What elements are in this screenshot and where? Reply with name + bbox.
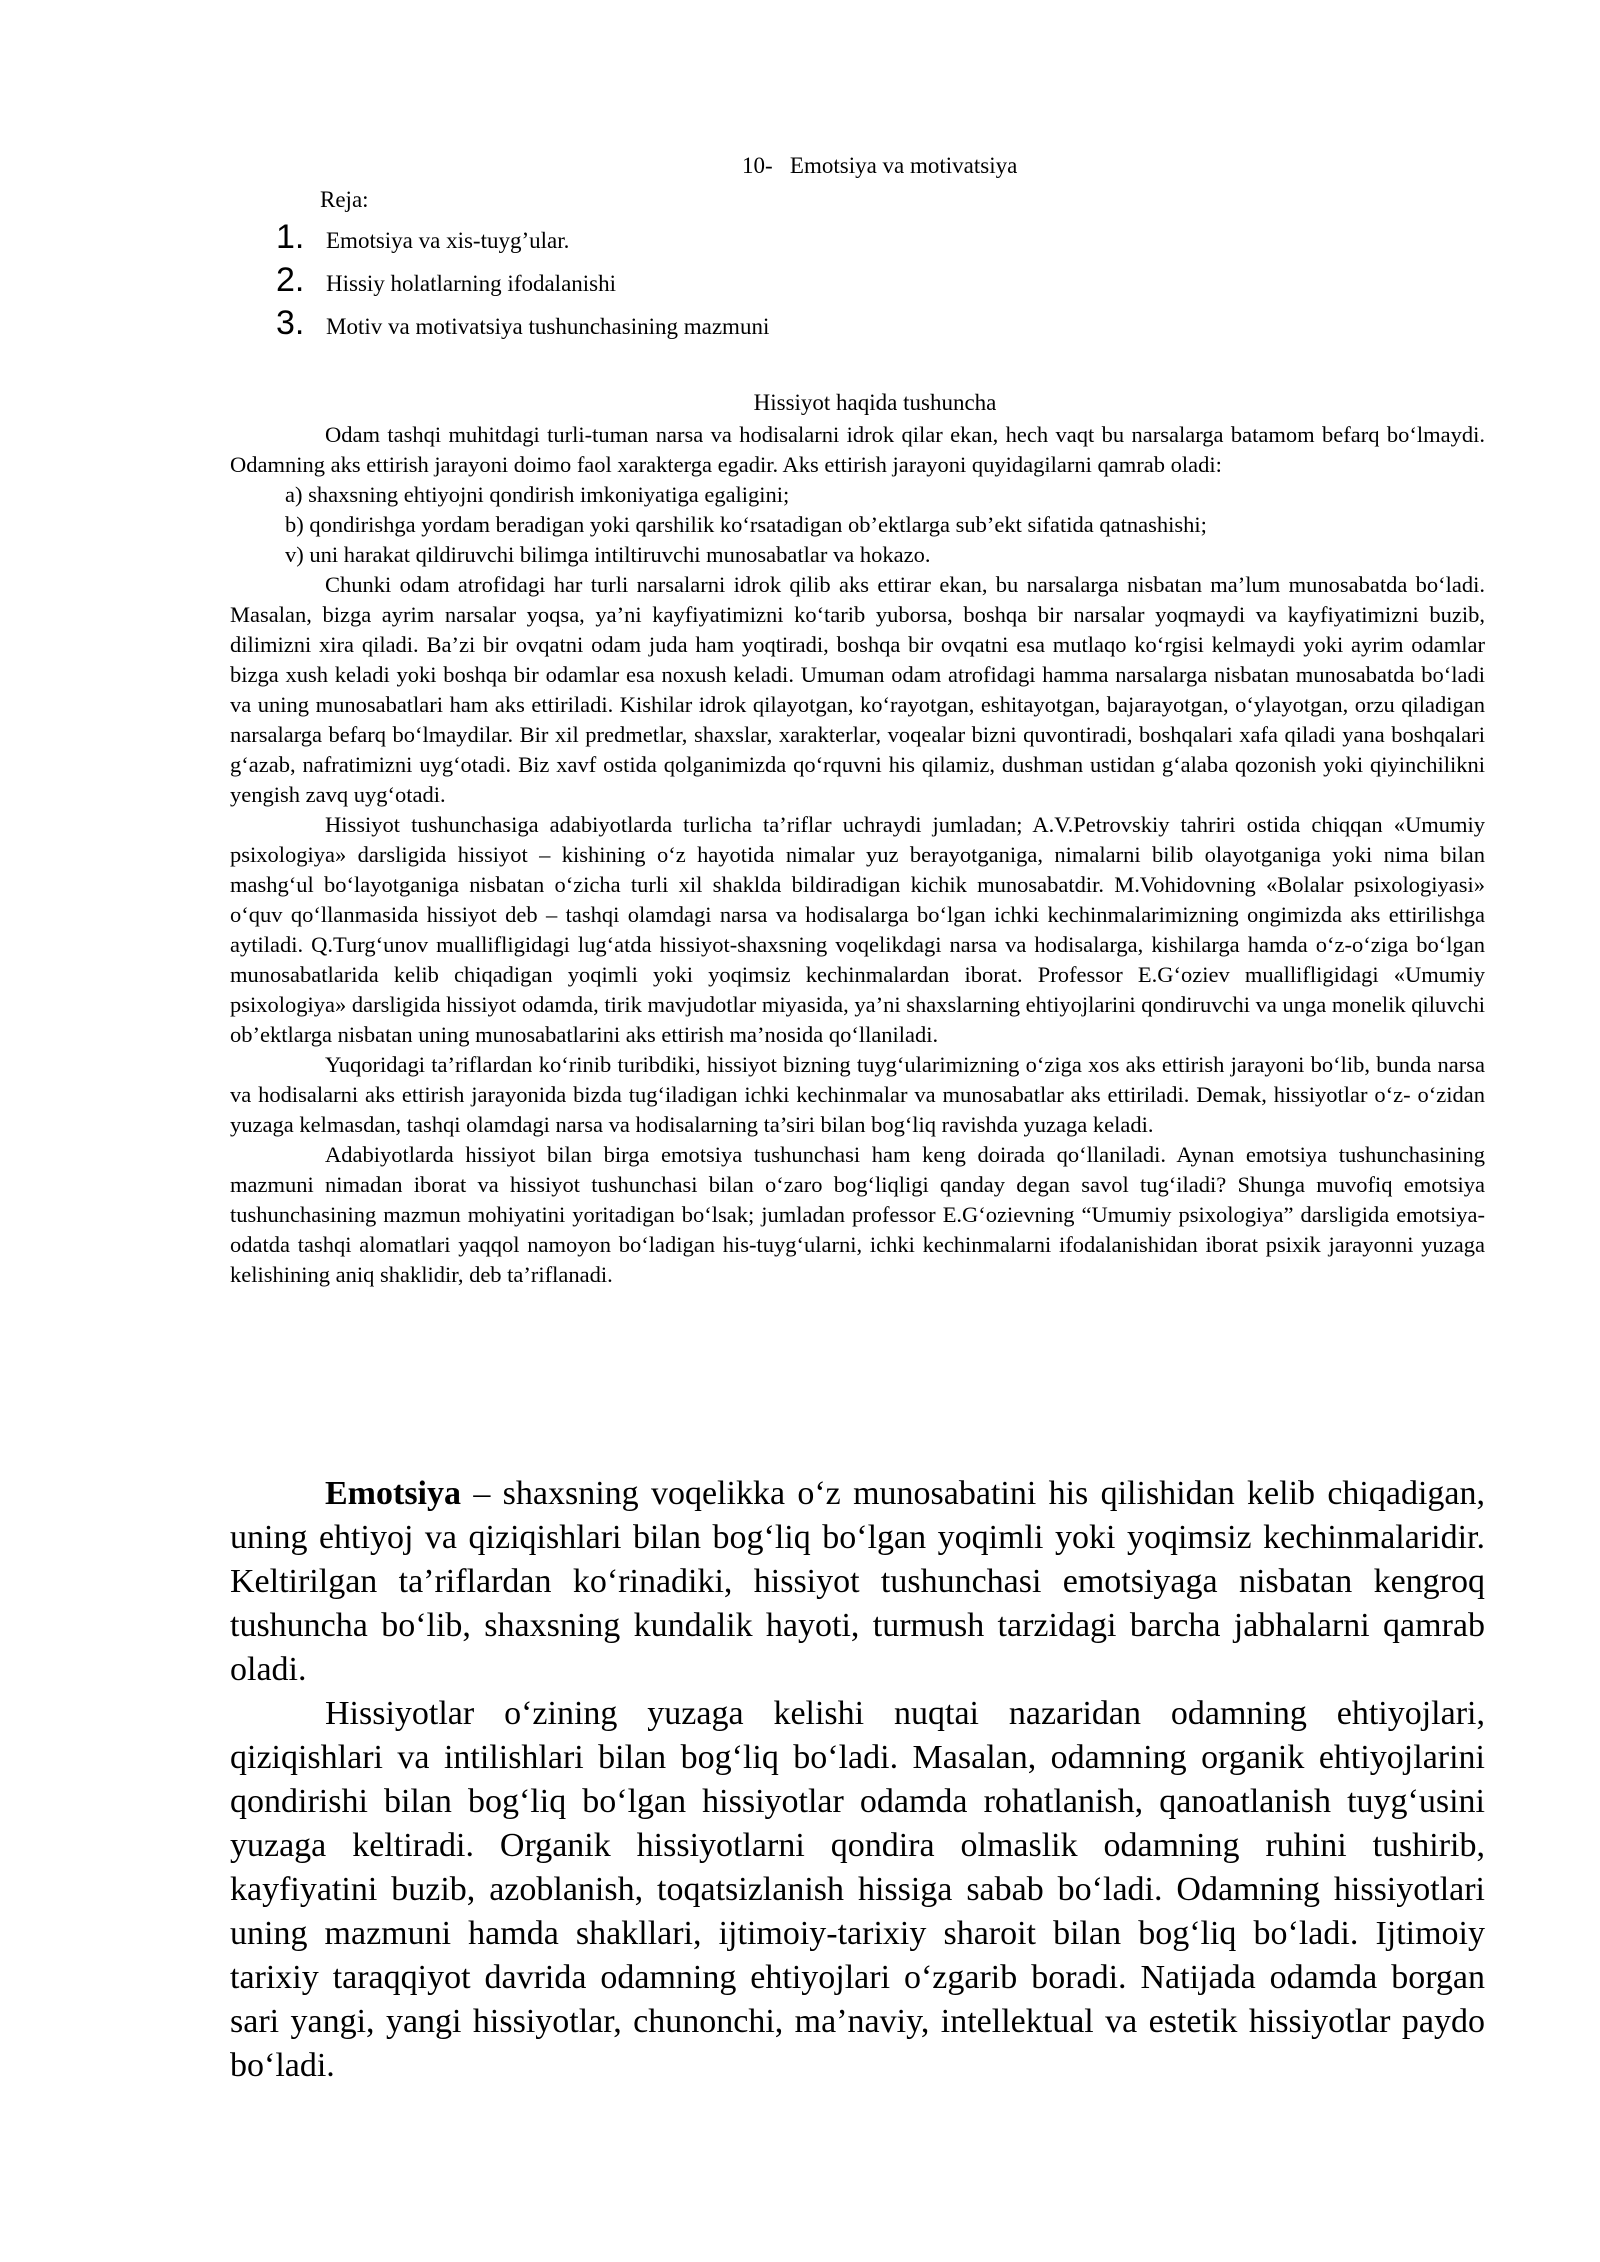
defined-term: Emotsiya: [325, 1475, 461, 1512]
definition-paragraph: [230, 1472, 1485, 1692]
plan-heading: Reja:: [320, 187, 369, 212]
section-title: Hissiyot haqida tushuncha: [753, 390, 997, 415]
list-item-b: b) qondirishga yordam beradigan yoki qarshilik ko‘rsatadigan ob’ektlarga sub’ekt sifatida qatnashishi;: [285, 512, 1207, 537]
paragraph: Adabiyotlarda hissiyot bilan birga emotsiya tushunchasi ham keng doirada qo‘llaniladi. Aynan emotsiya tushunchasining mazmuni nimadan iborat va hissiyot tushunchasi bilan o‘zaro bog‘liqligi qanday degan savol tug‘iladi? Shunga muvofiq emotsiya tushunchasining mazmun mohiyatini yoritadigan bo‘lsak; jumladan professor E.G‘ozievning “Umumiy psixologiya” darsligida emotsiya-odatda tashqi alomatlari yaqqol namoyon bo‘ladigan his-tuyg‘ularni, ichki kechinmalarni ifodalanishidan iborat psixik jarayonni yuzaga kelishining aniq shaklidir, deb ta’riflanadi.: [230, 1142, 1485, 1287]
paragraph: Hissiyotlar o‘zining yuzaga kelishi nuqtai nazaridan odamning ehtiyojlari, qiziqishlari va intilishlari bilan bog‘liq bo‘ladi. Masalan, odamning organik ehtiyojlarini qondirishi bilan bog‘liq bo‘lgan hissiyotlar odamda rohatlanish, qanoatlanish tuyg‘usini yuzaga keltiradi. Organik hissiyotlarni qondira olmaslik odamning ruhini tushirib, kayfiyatini buzib, azoblanish, toqatsizlanish hissiga sabab bo‘ladi. Odamning hissiyotlari uning mazmuni hamda shakllari, ijtimoiy-tarixiy sharoit bilan bog‘liq bo‘ladi. Ijtimoiy tarixiy taraqqiyot davrida odamning ehtiyojlari o‘zgarib boradi. Natijada odamda borgan sari yangi, yangi hissiyotlar, chunonchi, ma’naviy, intellektual va estetik hissiyotlar paydo bo‘ladi.: [230, 1695, 1485, 2084]
definition-text: – shaxsning voqelikka o‘z munosabatini his qilishidan kelib chiqadigan, uning ehtiyoj va qiziqishlari bilan bog‘liq bo‘lgan yoqimli yoki yoqimsiz kechinmalaridir. Keltirilgan ta’riflardan ko‘rinadiki, hissiyot tushunchasi emotsiyaga nisbatan kengroq tushuncha bo‘lib, shaxsning kundalik hayoti, turmush tarzidagi barcha jabhalarni qamrab oladi.: [230, 1475, 1485, 1688]
paragraph: Chunki odam atrofidagi har turli narsalarni idrok qilib aks ettirar ekan, bu narsalarga nisbatan ma’lum munosabatda bo‘ladi. Masalan, bizga ayrim narsalar yoqsa, ya’ni kayfiyatimizni ko‘tarib yuborsa, boshqa bir narsalar yoqmaydi va kayfiyatimizni buzib, dilimizni xira qiladi. Ba’zi bir ovqatni odam juda ham yoqtiradi, boshqa bir ovqatni esa mutlaqo ko‘rgisi kelmaydi yoki ayrim odamlar bizga xush keladi yoki boshqa bir odamlar esa noxush keladi. Umuman odam atrofidagi hamma narsalarga nisbatan munosabatda bo‘ladi va uning munosabatlari ham aks ettiriladi. Kishilar idrok qilayotgan, ko‘rayotgan, eshitayotgan, bajarayotgan, o‘ylayotgan, orzu qiladigan narsalarga befarq bo‘lmaydilar. Bir xil predmetlar, shaxslar, xarakterlar, voqealar bizni quvontiradi, boshqalari xafa qiladi yana boshqalari g‘azab, nafratimizni uyg‘otadi. Biz xavf ostida qolganimizda qo‘rquvni his qilamiz, dushman ustidan g‘alaba qozonish yoki qiyinchilikni yengish zavq uyg‘otadi.: [230, 572, 1485, 807]
paragraph: Yuqoridagi ta’riflardan ko‘rinib turibdiki, hissiyot bizning tuyg‘ularimizning o‘ziga xos aks ettirish jarayoni bo‘lib, bunda narsa va hodisalarni aks ettirish jarayonida bizda tug‘iladigan ichki kechinmalar va munosabatlar aks ettiriladi. Demak, hissiyotlar o‘z- o‘zidan yuzaga kelmasdan, tashqi olamdagi narsa va hodisalarning ta’siri bilan bog‘liq ravishda yuzaga keladi.: [230, 1052, 1485, 1137]
plan-item-number: 2.: [276, 261, 305, 299]
body-text: [230, 420, 1485, 1290]
plan-item-text: Motiv va motivatsiya tushunchasining mazmuni: [326, 314, 770, 339]
plan-item-number: 3.: [276, 304, 305, 342]
plan-item-text: Hissiy holatlarning ifodalanishi: [326, 271, 617, 296]
paragraph: Hissiyot tushunchasiga adabiyotlarda turlicha ta’riflar uchraydi jumladan; A.V.Petrovskiy tahriri ostida chiqqan «Umumiy psixologiya» darsligida hissiyot – kishining o‘z hayotida nimalar yuz berayotganiga, nimalarni bilib olayotganiga yoki nima bilan mashg‘ul bo‘layotganiga nisbatan o‘zicha turli xil shaklda bildiradigan kichik munosabatdir. M.Vohidovning «Bolalar psixologiyasi» o‘quv qo‘llanmasida hissiyot deb – tashqi olamdagi narsa va hodisalarga bo‘lgan ichki kechinmalarimizning ongimizda aks ettirilishga aytiladi. Q.Turg‘unov muallifligidagi lug‘atda hissiyot-shaxsning voqelikdagi narsa va hodisalarga, kishilarga hamda o‘z-o‘ziga bo‘lgan munosabatlarida kelib chiqadigan yoqimli yoki yoqimsiz kechinmalardan iborat. Professor E.G‘oziev muallifligidagi «Umumiy psixologiya» darsligida hissiyot odamda, tirik mavjudotlar miyasida, ya’ni shaxslarning ehtiyojlarini qondiruvchi va unga monelik qiluvchi ob’ektlarga nisbatan uning munosabatlarini aks ettirish ma’nosida qo‘llaniladi.: [230, 812, 1485, 1047]
list-item-v: v) uni harakat qildiruvchi bilimga intiltiruvchi munosabatlar va hokazo.: [285, 542, 931, 567]
plan-item: [276, 261, 769, 304]
paragraph: Odam tashqi muhitdagi turli-tuman narsa va hodisalarni idrok qilar ekan, hech vaqt bu narsalarga batamom befarq bo‘lmaydi. Odamning aks ettirish jarayoni doimo faol xarakterga egadir. Aks ettirish jarayoni quyidagilarni qamrab oladi:: [230, 422, 1485, 477]
list-item-a: a) shaxsning ehtiyojni qondirish imkoniyatiga egaligini;: [285, 482, 790, 507]
page-title: 10- Emotsiya va motivatsiya: [742, 153, 1018, 178]
plan-list: [276, 218, 769, 347]
plan-item-number: 1.: [276, 218, 305, 256]
plan-item: [276, 304, 769, 347]
plan-item: [276, 218, 769, 261]
large-text: [230, 1472, 1485, 2088]
plan-item-text: Emotsiya va xis-tuyg’ular.: [326, 228, 570, 253]
